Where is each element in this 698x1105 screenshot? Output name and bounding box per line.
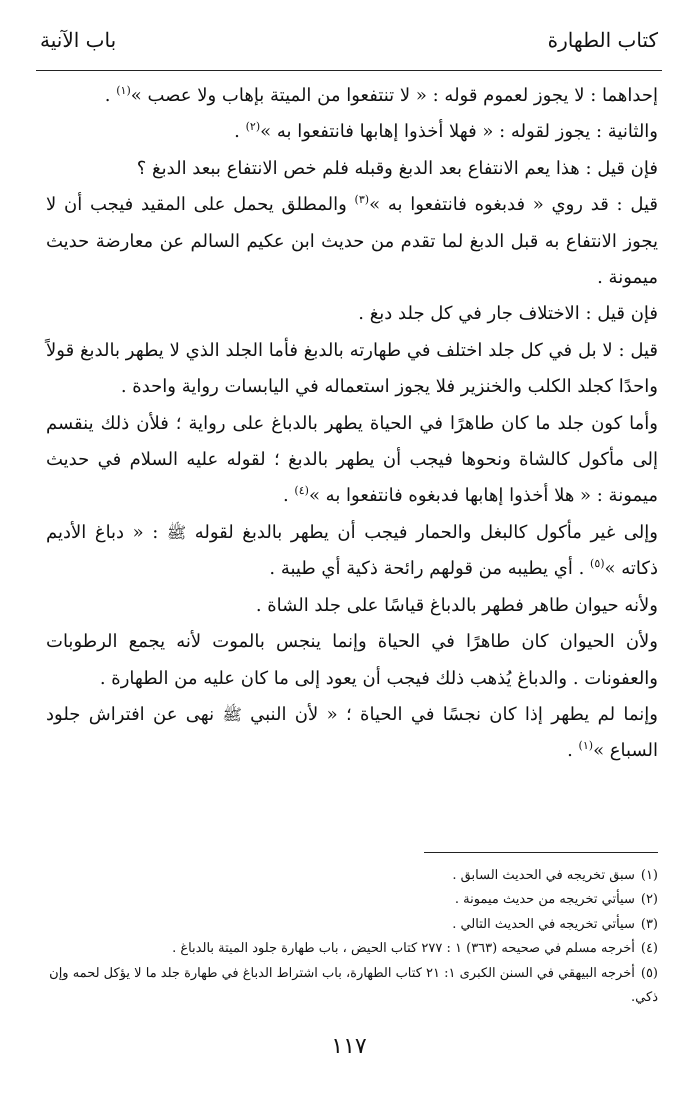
footnote-ref-4[interactable]: (٤) [294,484,309,498]
header-divider [36,70,662,71]
footnote-item: (٥)أخرجه البيهقي في السنن الكبرى ١: ٢١ كتاب الطهارة، باب اشتراط الدباغ في طهارة جلد ما لا يؤكل لحمه وإن ذكي. [49,965,658,1006]
footnote-ref-1[interactable]: (١) [116,84,131,97]
main-text [46,78,658,770]
paragraph-objection-2: فإن قيل : الاختلاف جار في كل جلد دبغ . [358,303,658,325]
paragraph-impure-animal: وإنما لم يطهر إذا كان نجسًا في الحياة ؛ « لأن النبي ﷺ نهى عن افتراش جلود السباع »$^{(١)}$ . [46,703,658,762]
paragraph-analogy: ولأنه حيوان طاهر فطهر بالدباغ قياسًا على جلد الشاة . [255,594,658,616]
footnote-item: (٢)سيأتي تخريجه من حديث ميمونة . [454,892,658,908]
footnote-divider [424,852,658,853]
salawat-ligature-icon: ﷺ [166,522,187,542]
footnote-ref-5[interactable]: (٥) [590,557,605,571]
book-title: كتاب الطهارة [547,28,658,52]
paragraph-pure-animal: وأما كون جلد ما كان طاهرًا في الحياة يطهر بالدباغ على رواية ؛ فلأن ذلك ينقسم إلى مأكول كالشاة ونحوها فيجب أن يطهر بالدبغ ؛ لقوله عليه السلام في حديث ميمونة : « هلا أخذوا إهابها فدبغوه فانتفعوا به »$^{(٤)}$ . [46,412,658,507]
page-number: ١١٧ [331,1034,367,1059]
paragraph-second-narration: والثانية : يجوز لقوله : « فهلا أخذوا إهابها فانتفعوا به »$^{(٢)}$ . [234,120,658,143]
salawat-ligature-icon: ﷺ [222,704,242,724]
paragraph-first-narration: إحداهما : لا يجوز لعموم قوله : « لا تنتفعوا من الميتة بإهاب ولا عصب »$^{(١)}$ . [104,84,658,106]
chapter-title: باب الآنية [40,28,117,52]
footnotes-section [46,864,658,1010]
footnote-ref-2[interactable]: (٢) [245,120,261,134]
footnote-ref-3[interactable]: (٣) [354,193,370,207]
footnote-ref-next-page[interactable]: (١) [578,739,594,753]
paragraph-reply-2: قيل : لا بل في كل جلد اختلف في طهارته بالدبغ فأما الجلد الذي لا يطهر بالدبغ قولاً واحدًا كجلد الكلب والخنزير فلا يجوز استعماله في اليابسات رواية واحدة . [46,339,658,398]
paragraph-non-edible: وإلى غير مأكول كالبغل والحمار فيجب أن يطهر بالدبغ لقوله ﷺ : « دباغ الأديم ذكاته »$^{(٥)}$ . أي يطيبه من قولهم رائحة ذكية أي طيبة . [46,521,658,580]
paragraph-reasoning: ولأن الحيوان كان طاهرًا في الحياة وإنما ينجس بالموت لأنه يجمع الرطوبات والعفونات . والدباغ يُذهب ذلك فيجب أن يعود إلى ما كان عليه من الطهارة . [46,631,658,689]
footnote-item: (٤)أخرجه مسلم في صحيحه (٣٦٣) ١ : ٢٧٧ كتاب الحيض ، باب طهارة جلود الميتة بالدباغ . [172,941,658,957]
footnote-item: (١)سبق تخريجه في الحديث السابق . [452,868,658,883]
running-header [40,28,658,58]
paragraph-objection-1: فإن قيل : هذا يعم الانتفاع بعد الدبغ وقبله فلم خص الانتفاع ببعد الدبغ ؟ [136,157,658,179]
footnote-item: (٣)سيأتي تخريجه في الحديث التالي . [452,916,658,932]
paragraph-reply-1: قيل : قد روي « فدبغوه فانتفعوا به »$^{(٣)}$ والمطلق يحمل على المقيد فيجب أن لا يجوز الانتفاع به قبل الدبغ لما تقدم من حديث ابن عكيم السالم عن معارضة حديث ميمونة . [46,193,658,289]
